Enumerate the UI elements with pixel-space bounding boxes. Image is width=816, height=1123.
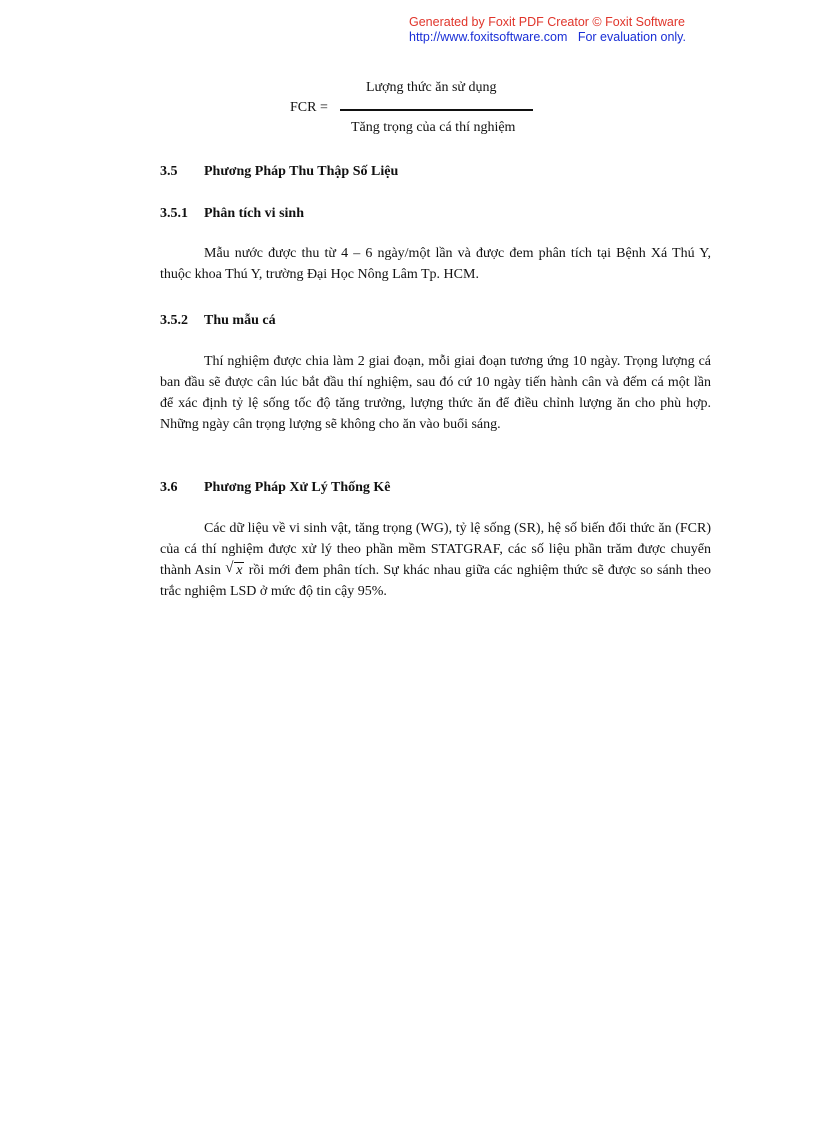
paragraph-3-5-1 <box>160 243 711 285</box>
formula-numerator: Lượng thức ăn sử dụng <box>366 80 497 95</box>
section-heading-3-5-2 <box>160 313 276 329</box>
radicand: x <box>236 563 243 578</box>
fraction-bar <box>340 109 533 111</box>
paragraph-3-6 <box>160 518 711 602</box>
fcr-formula <box>290 78 550 140</box>
section-title: Phương Pháp Xử Lý Thống Kê <box>204 480 391 495</box>
section-heading-3-6 <box>160 480 391 496</box>
watermark-url[interactable]: http://www.foxitsoftware.com <box>409 30 568 44</box>
radical-sign: √ <box>225 560 234 576</box>
section-number: 3.5 <box>160 164 178 179</box>
watermark-creator-text: Generated by Foxit PDF Creator © Foxit Software <box>409 15 685 29</box>
watermark-note: For evaluation only. <box>577 30 686 44</box>
section-number: 3.5.2 <box>160 313 188 328</box>
paragraph-3-5-2 <box>160 351 711 435</box>
paragraph-text: Các dữ liệu về vi sinh vật, tăng trọng (WG), tỷ lệ sống (SR), hệ số biến đổi thức ăn (FCR) của cá thí nghiệm được xử lý theo phần mềm STATGRAF, các số liệu phần trăm được chuyển thành Asin <box>160 521 711 578</box>
section-title: Phương Pháp Thu Thập Số Liệu <box>204 164 399 179</box>
section-number: 3.5.1 <box>160 206 188 221</box>
section-title: Thu mẫu cá <box>204 313 276 328</box>
paragraph-text-continued: rồi mới đem phân tích. Sự khác nhau giữa các nghiệm thức sẽ được so sánh theo trắc nghiệm LSD ở mức độ tin cậy 95%. <box>160 563 712 599</box>
paragraph-text: Mẫu nước được thu từ 4 – 6 ngày/một lần và được đem phân tích tại Bệnh Xá Thú Y, thuộc khoa Thú Y, trường Đại Học Nông Lâm Tp. HCM. <box>160 246 711 282</box>
section-number: 3.6 <box>160 480 178 495</box>
paragraph-text: Thí nghiệm được chia làm 2 giai đoạn, mỗi giai đoạn tương ứng 10 ngày. Trọng lượng cá ban đầu sẽ được cân lúc bắt đầu thí nghiệm, sau đó cứ 10 ngày tiến hành cân và đếm cá một lần để xác định tỷ lệ sống tốc độ tăng trưởng, lượng thức ăn để điều chỉnh lượng ăn cho phù hợp. Những ngày cân trọng lượng sẽ không cho ăn vào buổi sáng. <box>160 354 711 432</box>
pdf-watermark <box>409 15 709 45</box>
section-heading-3-5-1 <box>160 206 304 222</box>
watermark-url-line <box>409 30 709 45</box>
formula-denominator: Tăng trọng của cá thí nghiệm <box>351 120 516 135</box>
section-title: Phân tích vi sinh <box>204 206 304 221</box>
square-root-expression <box>225 560 244 581</box>
section-heading-3-5 <box>160 164 398 180</box>
formula-label: FCR = <box>290 100 328 115</box>
